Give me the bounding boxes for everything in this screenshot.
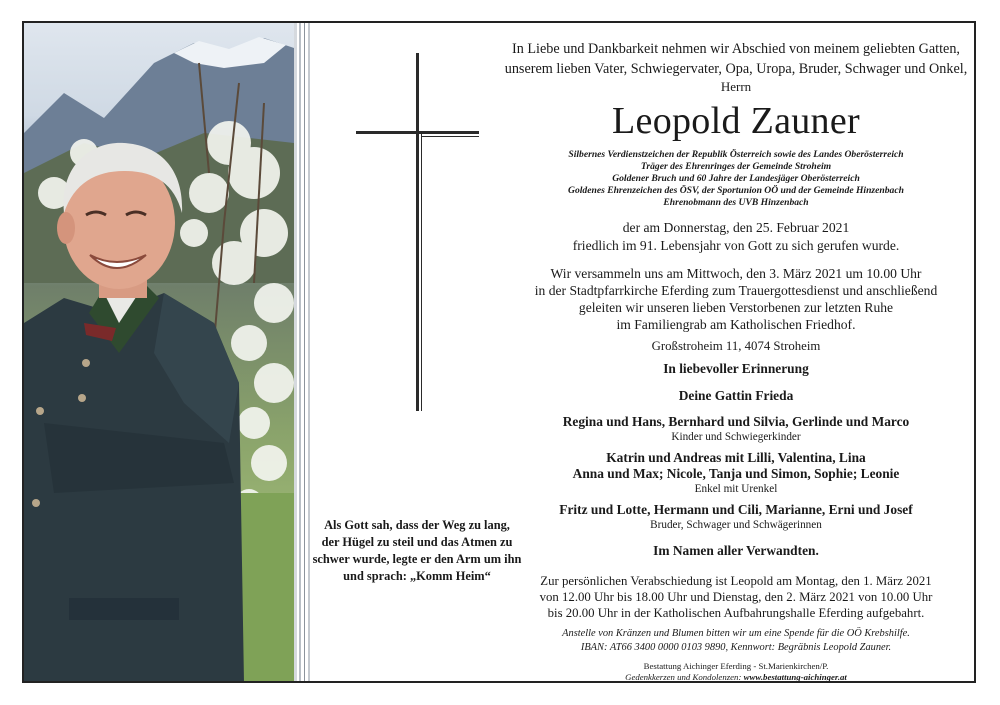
service-line: geleiten wir unseren lieben Verstorbenen zur letzten Ruhe [578, 300, 894, 315]
service-line: Wir versammeln uns am Mittwoch, den 3. März 2021 um 10.00 Uhr [550, 266, 922, 281]
honor-line: Goldenes Ehrenzeichen des ÖSV, der Sportunion OÖ und der Gemeinde Hinzenbach [568, 185, 904, 196]
honor-line: Goldener Bruch und 60 Jahre der Landesjäger Oberösterreich [612, 173, 860, 184]
viewing-line: Zur persönlichen Verabschiedung ist Leopold am Montag, den 1. März 2021 [540, 574, 932, 588]
footer-prefix: Gedenkkerzen und Kondolenzen: [625, 672, 744, 682]
death-line: friedlich im 91. Lebensjahr von Gott zu sich gerufen wurde. [572, 238, 900, 253]
viewing-line: von 12.00 Uhr bis 18.00 Uhr und Dienstag, den 2. März 2021 von 10.00 Uhr [539, 590, 933, 604]
viewing-line: bis 20.00 Uhr in der Katholischen Aufbahrungshalle Eferding aufgebahrt. [547, 606, 925, 620]
address: Großstroheim 11, 4074 Stroheim [651, 339, 821, 353]
herrn-label: Herrn [720, 79, 752, 94]
donation-line: Anstelle von Kränzen und Blumen bitten wir um eine Spende für die OÖ Krebshilfe. [562, 628, 910, 639]
footer-line [490, 671, 976, 683]
grandchildren-names: Anna und Max; Nicole, Tanja und Simon, Sophie; Leonie [572, 466, 900, 481]
poem-line: der Hügel zu steil und das Atmen zu [321, 535, 513, 549]
death-line: der am Donnerstag, den 25. Februar 2021 [622, 220, 850, 235]
cross-icon-inner [421, 131, 422, 411]
poem-line: Als Gott sah, dass der Weg zu lang, [324, 518, 510, 532]
deceased-name: Leopold Zauner [612, 100, 860, 142]
poem-line: schwer wurde, legte er den Arm um ihn [312, 552, 522, 566]
donation-line: IBAN: AT66 3400 0000 0103 9890, Kennwort: Begräbnis Leopold Zauner. [580, 642, 892, 653]
cross-icon [416, 53, 419, 411]
wife-name: Deine Gattin Frieda [678, 388, 794, 403]
stripe-3 [304, 23, 305, 683]
grandchildren-names: Katrin und Andreas mit Lilli, Valentina, Lina [606, 450, 866, 465]
grandchildren-caption: Enkel mit Urenkel [694, 483, 778, 495]
obituary-frame [22, 21, 976, 683]
memory-heading: In liebevoller Erinnerung [663, 361, 809, 376]
obituary-text [490, 23, 976, 683]
portrait-photo [24, 23, 294, 683]
footer-line: Bestattung Aichinger Eferding - St.Marienkirchen/P. [643, 661, 829, 671]
honor-line: Silbernes Verdienstzeichen der Republik Österreich sowie des Landes Oberösterreich [568, 149, 904, 160]
relatives-line: Im Namen aller Verwandten. [653, 543, 819, 558]
service-line: im Familiengrab am Katholischen Friedhof. [616, 317, 856, 332]
intro-line: unserem lieben Vater, Schwiegervater, Opa, Uropa, Bruder, Schwager und Onkel, [504, 61, 968, 77]
children-names: Regina und Hans, Bernhard und Silvia, Gerlinde und Marco [562, 414, 910, 429]
intro-line: In Liebe und Dankbarkeit nehmen wir Abschied von meinem geliebten Gatten, [512, 41, 960, 57]
portrait-illustration [24, 23, 294, 683]
honor-line: Träger des Ehrenringes der Gemeinde Stroheim [640, 161, 832, 172]
children-caption: Kinder und Schwiegerkinder [671, 431, 801, 443]
poem-line: und sprach: „Komm Heim“ [343, 569, 491, 583]
cross-icon-bar-inner [421, 136, 479, 137]
honor-line: Ehrenobmann des UVB Hinzenbach [663, 197, 809, 208]
service-line: in der Stadtpfarrkirche Eferding zum Trauergottesdienst und anschließend [534, 283, 938, 298]
stripe-2 [299, 23, 301, 683]
siblings-names: Fritz und Lotte, Hermann und Cili, Marianne, Erni und Josef [559, 502, 913, 517]
stripe-1 [294, 23, 297, 683]
footer-link[interactable]: www.bestattung-aichinger.at [743, 672, 847, 682]
cross-icon-bar [356, 131, 479, 134]
siblings-caption: Bruder, Schwager und Schwägerinnen [650, 519, 822, 531]
